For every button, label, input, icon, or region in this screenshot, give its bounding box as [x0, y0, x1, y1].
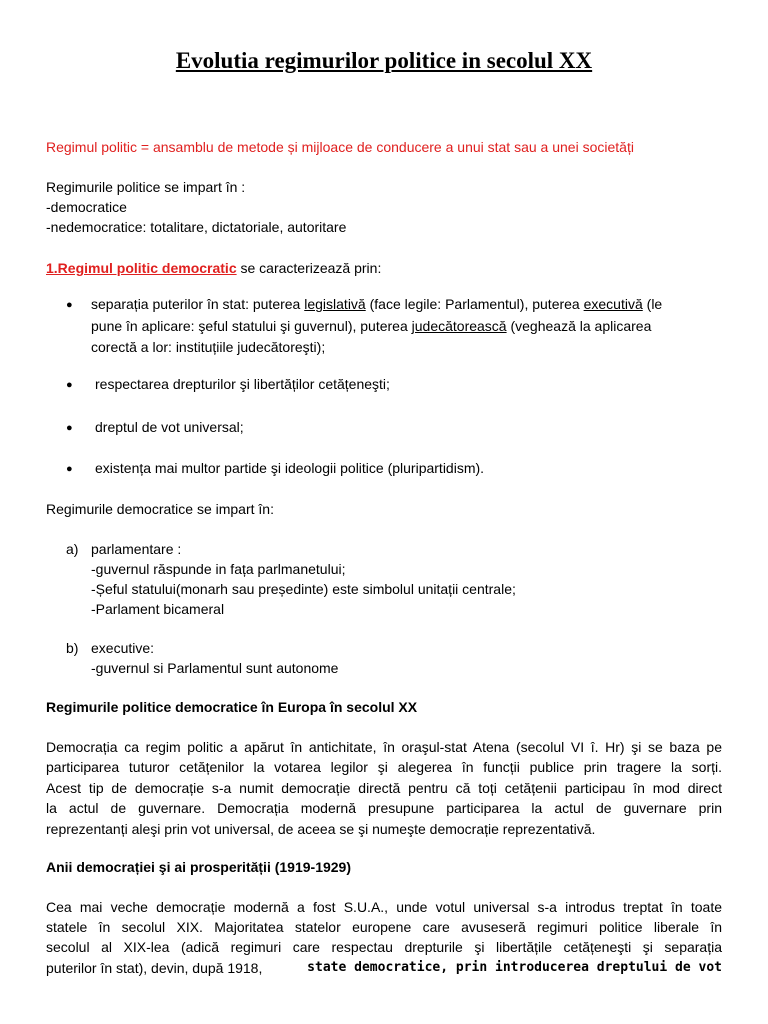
- dem-types-intro: Regimurile democratice se impart în:: [46, 501, 274, 517]
- parl-item: -Șeful statului(monarh sau președinte) este simbolul unitații centrale;: [91, 581, 516, 597]
- para2-line: Cea mai veche democrație modernă a fost S.U.A., unde votul universal s-a introdus treptat în toate: [46, 899, 722, 915]
- para2-line: statele în secolul XIX. Majoritatea statelor europene care avuseseră regimuri politice liberale în: [46, 919, 722, 935]
- section1-heading: 1.Regimul politic democratic: [46, 260, 237, 276]
- parl-item: -guvernul răspunde in fața parlmanetului;: [91, 561, 346, 577]
- para1-line: Acest tip de democrație s-a numit democrație directă pentru că toți cetățenii participau în mod direct: [46, 780, 722, 796]
- definition-text: Regimul politic = ansamblu de metode și mijloace de conducere a unui stat sau a unei societăți: [46, 139, 634, 155]
- para2-last-line: [46, 958, 722, 978]
- para1-line: la actul de guvernare. Democrația modernă presupune participarea la actul de guvernare prin: [46, 800, 722, 816]
- para1-line: participarea tuturor cetățenilor la votarea legilor şi alegerea în funcții publice prin tragere la sorți.: [46, 759, 722, 775]
- para2-line: secolul al XIX-lea (adică regimuri care respectau drepturile şi libertățile cetățeneşti şi separația: [46, 939, 722, 955]
- europe-heading: Regimurile politice democratice în Europa în secolul XX: [46, 699, 418, 715]
- executive-term: executivă: [583, 296, 643, 312]
- types-intro: Regimurile politice se impart în :: [46, 179, 246, 195]
- bullet-parties: existența mai multor partide şi ideologii politice (pluripartidism).: [95, 460, 485, 476]
- parl-title: parlamentare :: [91, 541, 182, 557]
- para2-last-bold: state democratice, prin introducerea dreptului de vot: [307, 960, 722, 975]
- type-nondemocratic: -nedemocratice: totalitare, dictatoriale, autoritare: [46, 219, 347, 235]
- bullet-dot-icon: ●: [66, 299, 73, 311]
- bullet-vote: dreptul de vot universal;: [95, 419, 244, 435]
- bullet1-line1: separația puterilor în stat: puterea legislativă (face legile: Parlamentul), puterea executivă (le: [91, 296, 663, 312]
- bullet1-line2: pune în aplicare: şeful statului şi guvernul), puterea judecătorească (veghează la aplicarea: [91, 318, 652, 334]
- bullet-rights: respectarea drepturilor şi libertăților cetățeneşti;: [95, 376, 390, 392]
- section1-heading-rest: se caracterizează prin:: [236, 260, 382, 276]
- bullet1-line3: corectă a lor: instituțiile judecătoreşti);: [91, 339, 326, 355]
- bullet-dot-icon: ●: [66, 379, 73, 391]
- para1-line: reprezentanți aleşi prin vot universal, de aceea se şi numeşte democrație reprezentativă.: [46, 821, 596, 837]
- parl-item: -Parlament bicameral: [91, 601, 225, 617]
- document-title: Evolutia regimurilor politice in secolul XX: [175, 48, 593, 73]
- exec-marker: b): [66, 640, 79, 656]
- type-democratic: -democratice: [46, 199, 127, 215]
- section1-heading-line: [46, 258, 381, 278]
- legislative-term: legislativă: [304, 296, 366, 312]
- para2-last-text: puterilor în stat), devin, după 1918,: [46, 960, 263, 976]
- exec-title: executive:: [91, 640, 155, 656]
- years-heading: Anii democrației şi ai prosperității (1919-1929): [46, 859, 352, 875]
- exec-item: -guvernul si Parlamentul sunt autonome: [91, 660, 339, 676]
- para1-line: Democrația ca regim politic a apărut în antichitate, în oraşul-stat Atena (secolul VI î. Hr) şi se baza pe: [46, 739, 722, 755]
- bullet-dot-icon: ●: [66, 463, 73, 475]
- parl-marker: a): [66, 541, 79, 557]
- judicial-term: judecătorească: [411, 318, 507, 334]
- bullet-dot-icon: ●: [66, 422, 73, 434]
